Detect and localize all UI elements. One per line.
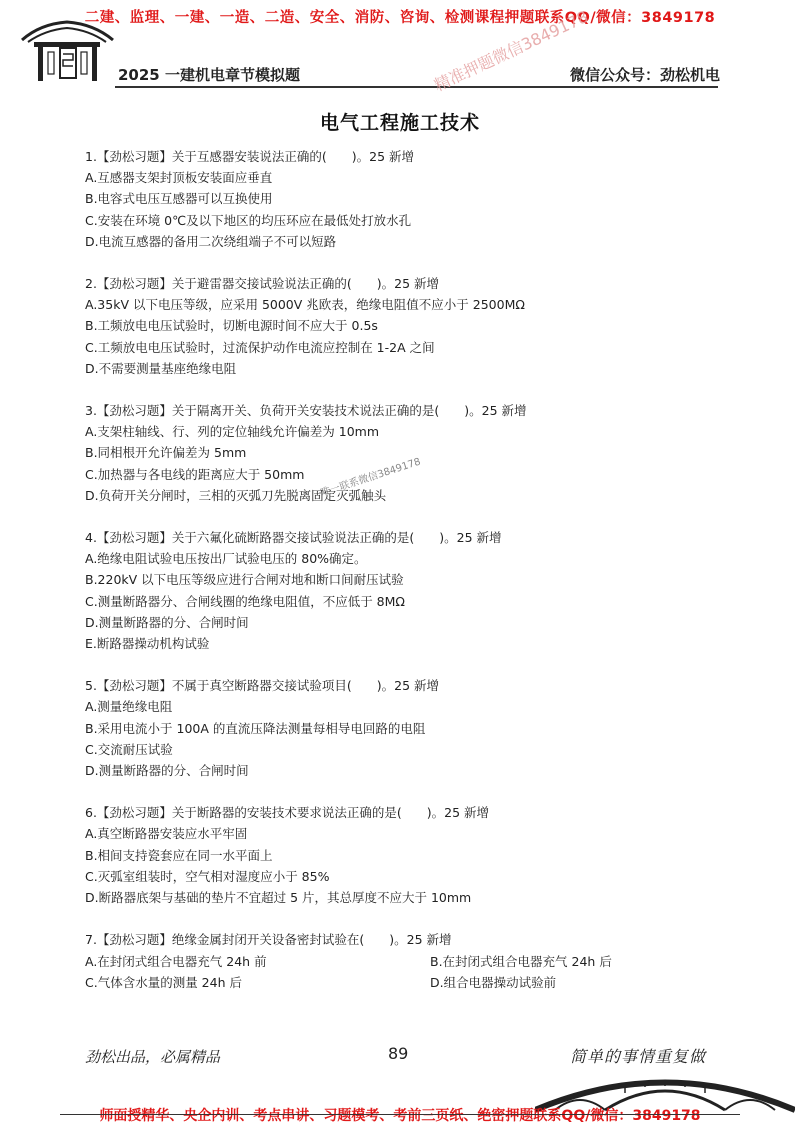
option-a: A.支架柱轴线、行、列的定位轴线允许偏差为 10mm [85, 424, 380, 440]
option-c: C.灭弧室组装时，空气相对湿度应小于 85% [85, 868, 330, 884]
question-5 [85, 675, 725, 781]
top-banner: 二建、监理、一建、一造、二造、安全、消防、咨询、检测课程押题联系QQ/微信：3849178 [84, 10, 716, 26]
page-number: 89 [388, 1044, 409, 1063]
option-d: D.不需要测量基座绝缘电阻 [85, 360, 237, 376]
header-divider [115, 86, 718, 88]
option-b: B.采用电流小于 100A 的直流压降法测量每相导电回路的电阻 [85, 720, 426, 736]
option-b: B.220kV 以下电压等级应进行合闸对地和断口间耐压试验 [85, 572, 404, 588]
page-header [118, 60, 720, 84]
option-c: C.工频放电电压试验时，过流保护动作电流应控制在 1-2A 之间 [85, 339, 435, 355]
question-3 [85, 400, 725, 506]
question-stem: 2.【劲松习题】关于避雷器交接试验说法正确的( )。25 新增 [85, 276, 440, 292]
option-d: D.负荷开关分闸时，三相的灭弧刀先脱离固定灭弧触头 [85, 487, 387, 503]
option-b: B.工频放电电压试验时，切断电源时间不应大于 0.5s [85, 318, 378, 334]
option-e: E.断路器操动机构试验 [85, 636, 210, 652]
option-d: D.断路器底架与基础的垫片不宜超过 5 片，其总厚度不应大于 10mm [85, 890, 472, 906]
option-d: D.测量断路器的分、合闸时间 [85, 614, 249, 630]
question-stem: 4.【劲松习题】关于六氟化硫断路器交接试验说法正确的是( )。25 新增 [85, 530, 502, 546]
header-title: 2025 一建机电章节模拟题 [118, 66, 300, 84]
option-a: A.35kV 以下电压等级，应采用 5000V 兆欧表，绝缘电阻值不应小于 2500MΩ [85, 297, 525, 313]
option-c: C.交流耐压试验 [85, 741, 173, 757]
question-stem: 5.【劲松习题】不属于真空断路器交接试验项目( )。25 新增 [85, 678, 440, 694]
option-b: B.相间支持瓷套应在同一水平面上 [85, 847, 273, 863]
option-a: A.测量绝缘电阻 [85, 699, 173, 715]
option-c: C.加热器与各电线的距离应大于 50mm [85, 466, 305, 482]
watermark-diagonal: 精准押题微信3849178 [431, 7, 591, 95]
bottom-strike-line [60, 1114, 740, 1115]
logo-eaves-icon [20, 18, 115, 82]
question-2 [85, 273, 725, 379]
question-list [85, 146, 725, 1014]
option-a: A.互感器支架封顶板安装面应垂直 [85, 170, 273, 186]
watermark-small: 唯一联系微信3849178 [319, 456, 423, 500]
question-7 [85, 929, 725, 993]
option-d: D.测量断路器的分、合闸时间 [85, 763, 249, 779]
footer-motto: 简单的事情重复做 [570, 1047, 707, 1066]
option-a: A.在封闭式组合电器充气 24h 前 [85, 953, 267, 969]
option-a: A.真空断路器安装应水平牢固 [85, 826, 248, 842]
option-b: B.在封闭式组合电器充气 24h 后 [430, 953, 612, 969]
option-c: C.气体含水量的测量 24h 后 [85, 974, 242, 990]
footer-slogan: 劲松出品，必属精品 [85, 1048, 221, 1066]
section-title: 电气工程施工技术 [319, 112, 480, 134]
question-6 [85, 802, 725, 908]
question-stem: 3.【劲松习题】关于隔离开关、负荷开关安装技术说法正确的是( )。25 新增 [85, 403, 527, 419]
option-c: C.测量断路器分、合闸线圈的绝缘电阻值，不应低于 8MΩ [85, 593, 405, 609]
question-stem: 1.【劲松习题】关于互感器安装说法正确的( )。25 新增 [85, 149, 415, 164]
option-d: D.电流互感器的备用二次绕组端子不可以短路 [85, 233, 337, 249]
header-wechat: 微信公众号：劲松机电 [569, 66, 720, 84]
option-grid [85, 951, 725, 993]
option-c: C.安装在环境 0℃及以下地区的均压环应在最低处打放水孔 [85, 212, 412, 228]
question-stem: 7.【劲松习题】绝缘金属封闭开关设备密封试验在( )。25 新增 [85, 932, 452, 948]
option-b: B.同相根开允许偏差为 5mm [85, 445, 247, 461]
question-1 [85, 146, 725, 252]
option-b: B.电容式电压互感器可以互换使用 [85, 191, 273, 207]
question-4 [85, 527, 725, 654]
option-d: D.组合电器操动试验前 [430, 974, 557, 990]
option-a: A.绝缘电阻试验电压按出厂试验电压的 80%确定。 [85, 551, 367, 567]
question-stem: 6.【劲松习题】关于断路器的安装技术要求说法正确的是( )。25 新增 [85, 805, 490, 821]
bottom-banner: 师面授精华、央企内训、考点串讲、习题模考、考前三页纸、绝密押题联系QQ/微信：3849178 [99, 1108, 701, 1124]
